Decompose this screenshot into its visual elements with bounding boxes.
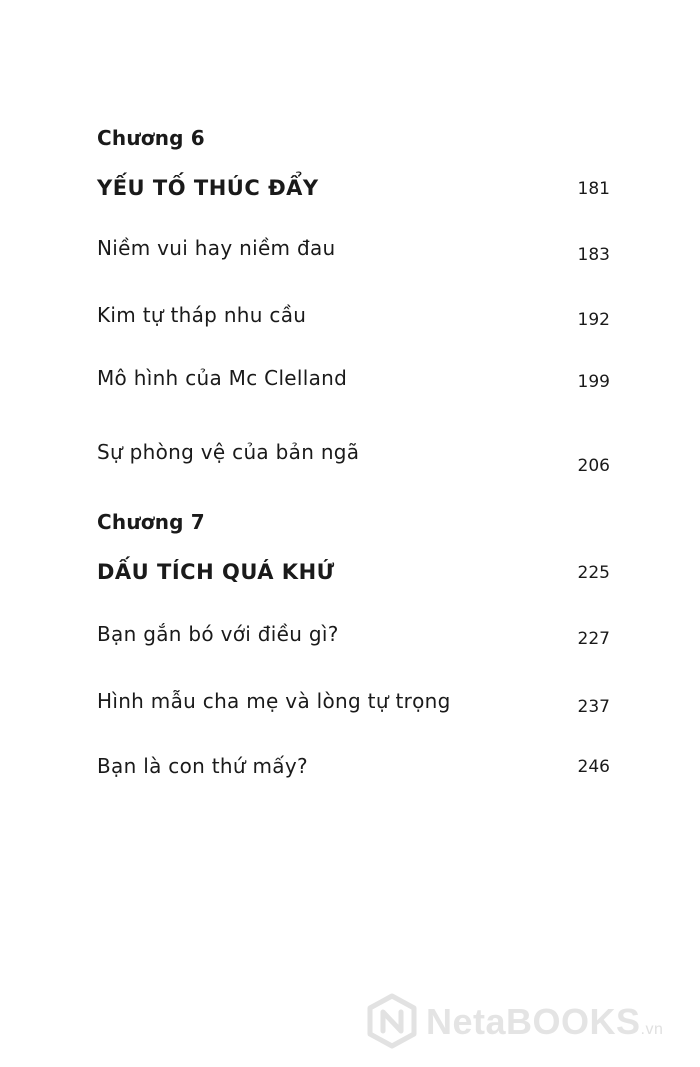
watermark-text — [426, 1001, 663, 1043]
entry-title: Bạn là con thứ mấy? — [97, 754, 308, 778]
entry-title: Mô hình của Mc Clelland — [97, 366, 348, 390]
watermark — [364, 991, 694, 1051]
toc-section-row[interactable] — [97, 176, 610, 206]
entry-title: Kim tự tháp nhu cầu — [97, 303, 307, 327]
page-number: 225 — [577, 563, 610, 583]
toc-entry-row[interactable] — [97, 754, 610, 784]
entry-title: Hình mẫu cha mẹ và lòng tự trọng — [97, 689, 451, 713]
entry-title: Bạn gắn bó với điều gì? — [97, 622, 339, 646]
page-number: 237 — [577, 697, 610, 717]
watermark-suffix: .vn — [640, 1021, 664, 1038]
entry-title: Sự phòng vệ của bản ngã — [97, 440, 360, 464]
chapter-label: Chương 7 — [97, 510, 205, 534]
toc-entry-row[interactable] — [97, 236, 610, 266]
page-number: 206 — [577, 456, 610, 476]
page-number: 246 — [577, 757, 610, 777]
page-number: 227 — [577, 629, 610, 649]
toc-entry-row[interactable] — [97, 303, 610, 333]
page-number: 192 — [577, 310, 610, 330]
toc-entry-row[interactable] — [97, 366, 610, 396]
toc-section-row[interactable] — [97, 560, 610, 590]
section-title: DẤU TÍCH QUÁ KHỨ — [97, 560, 335, 584]
section-title: YẾU TỐ THÚC ĐẨY — [97, 176, 319, 200]
page-number: 183 — [577, 245, 610, 265]
toc-entry-row[interactable] — [97, 689, 610, 719]
watermark-brand: NetaBOOKS — [426, 1001, 641, 1042]
toc-entry-row[interactable] — [97, 622, 610, 652]
netabooks-logo-icon — [364, 993, 420, 1049]
page-number: 181 — [577, 179, 610, 199]
toc-entry-row[interactable] — [97, 440, 610, 476]
page-number: 199 — [577, 372, 610, 392]
chapter-label: Chương 6 — [97, 126, 205, 150]
entry-title: Niềm vui hay niềm đau — [97, 236, 336, 260]
